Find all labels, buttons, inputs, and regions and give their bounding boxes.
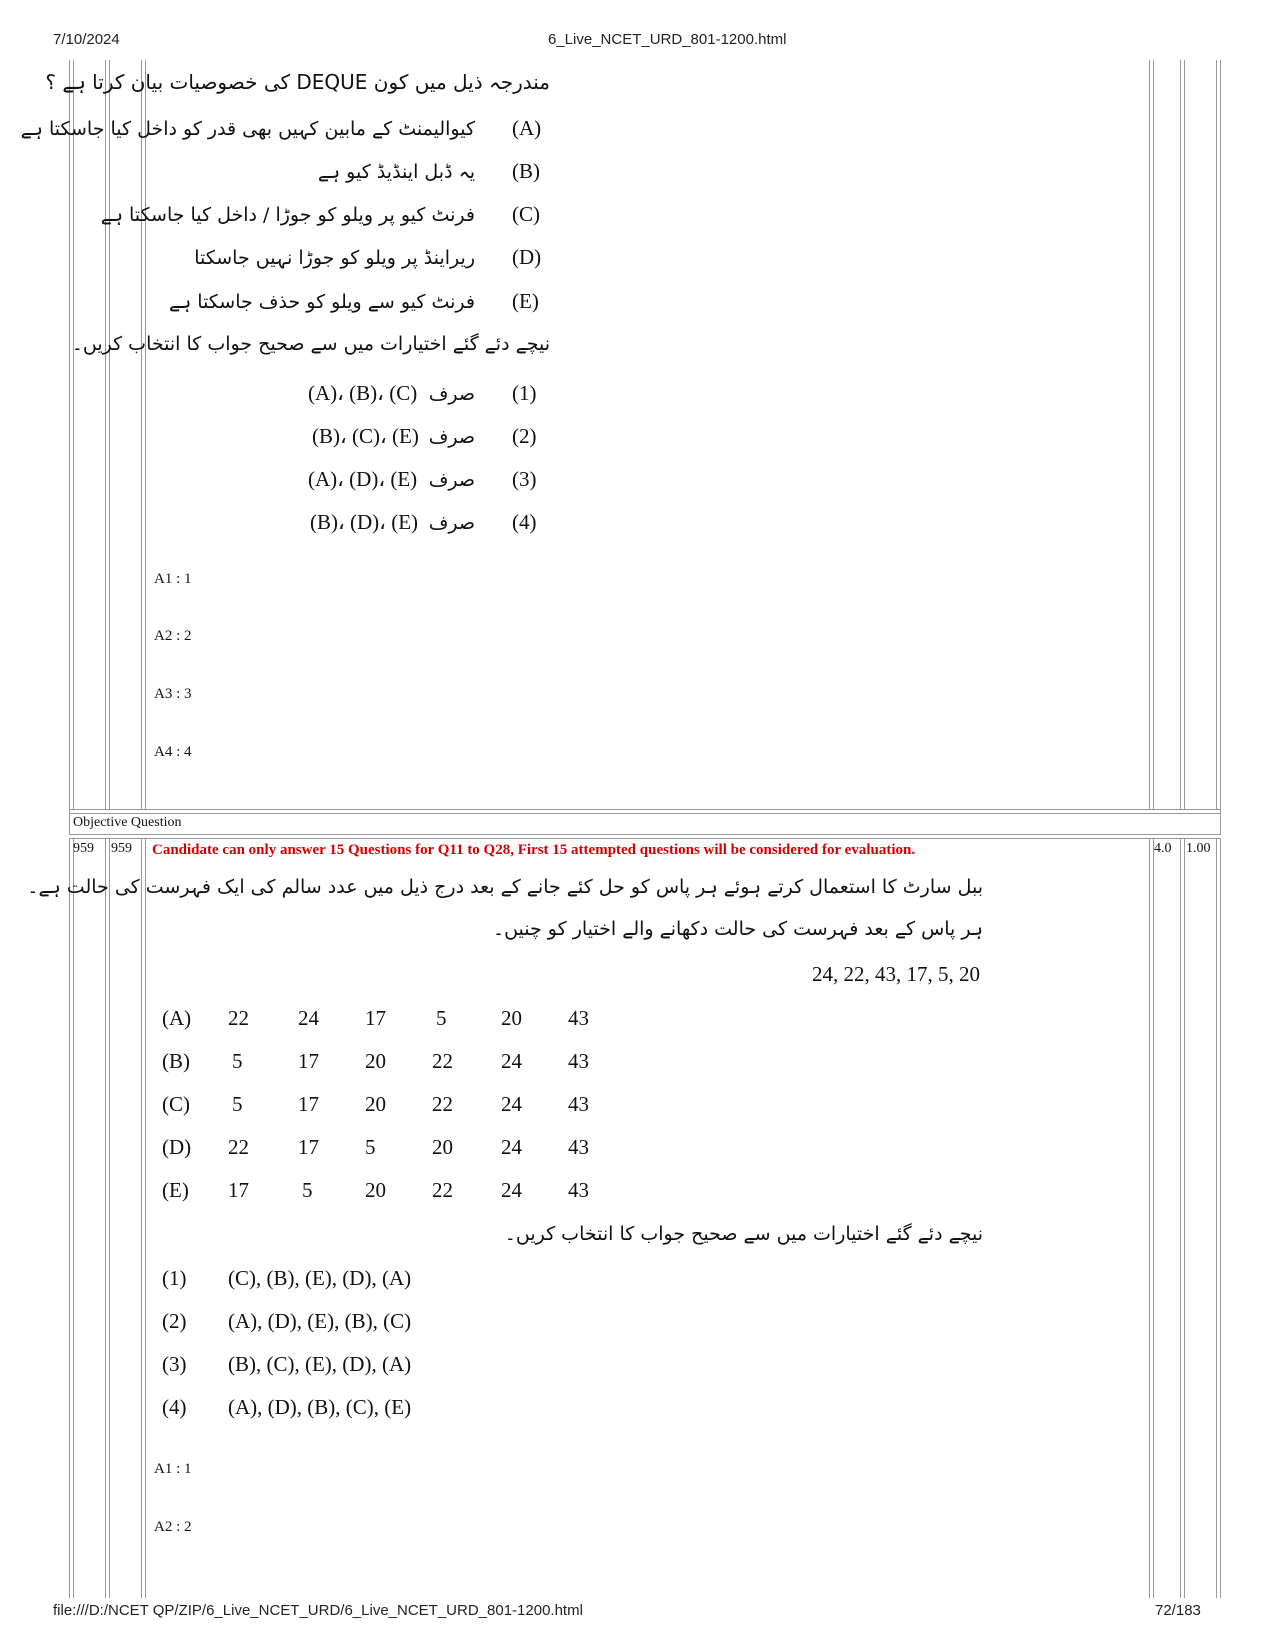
option-text: (B), (C), (E), (D), (A) [228, 1352, 412, 1376]
option-text: (A), (D), (B), (C), (E) [228, 1395, 412, 1419]
table-border [1184, 838, 1185, 1598]
row-value: 5 [436, 1006, 447, 1030]
row-label: (C) [162, 1092, 190, 1116]
evaluation-notice: Candidate can only answer 15 Questions for Q11 to Q28, First 15 attempted questions will be considered for evaluation. [152, 842, 916, 858]
table-border [73, 838, 74, 1598]
row-value: 24 [501, 1092, 522, 1116]
table-border [145, 838, 146, 1598]
serial-number: 959 [73, 841, 94, 856]
option-text: (A)، (D)، (E) [308, 467, 418, 491]
row-label: (A) [162, 1006, 192, 1030]
row-value: 5 [232, 1092, 243, 1116]
option-number: (2) [162, 1309, 187, 1333]
table-border [1149, 838, 1150, 1598]
table-border [69, 60, 70, 810]
table-border [1220, 809, 1221, 835]
option-word: صرف [428, 469, 475, 491]
table-border [1220, 838, 1221, 1598]
option-text: (B)، (D)، (E) [310, 510, 419, 534]
row-value: 43 [568, 1092, 589, 1116]
statement-label: (E) [512, 289, 539, 313]
table-border [1216, 60, 1217, 810]
table-border [105, 60, 106, 810]
row-divider [69, 838, 1221, 839]
row-value: 22 [228, 1006, 249, 1030]
row-value: 20 [365, 1092, 386, 1116]
table-border [1216, 838, 1217, 1598]
answer-option: A3 : 3 [154, 686, 192, 702]
table-border [1153, 838, 1154, 1598]
answer-option: A1 : 1 [154, 571, 192, 587]
row-value: 17 [298, 1092, 319, 1116]
answer-option: A1 : 1 [154, 1461, 192, 1477]
table-border [1220, 60, 1221, 810]
row-value: 20 [432, 1135, 453, 1159]
page-number: 72/183 [1155, 1602, 1201, 1619]
section-label: Objective Question [73, 815, 182, 830]
row-value: 17 [298, 1049, 319, 1073]
option-number: (1) [512, 381, 537, 405]
print-title: 6_Live_NCET_URD_801-1200.html [548, 31, 787, 48]
row-value: 43 [568, 1006, 589, 1030]
table-border [1180, 60, 1181, 810]
answer-option: A4 : 4 [154, 744, 192, 760]
option-number: (3) [512, 467, 537, 491]
row-divider [69, 813, 1221, 814]
table-border [1180, 838, 1181, 1598]
question-instruction: نیچے دئے گئے اختیارات میں سے صحیح جواب کا انتخاب کریں۔ [71, 333, 550, 355]
option-number: (1) [162, 1266, 187, 1290]
row-value: 17 [298, 1135, 319, 1159]
row-value: 24 [501, 1178, 522, 1202]
statement-text: ریراینڈ پر ویلو کو جوڑا نہیں جاسکتا [194, 247, 475, 269]
row-value: 5 [365, 1135, 376, 1159]
row-value: 20 [365, 1178, 386, 1202]
table-border [145, 60, 146, 810]
question-instruction: نیچے دئے گئے اختیارات میں سے صحیح جواب کا انتخاب کریں۔ [504, 1223, 983, 1245]
statement-label: (C) [512, 202, 540, 226]
table-border [109, 60, 110, 810]
row-divider [69, 834, 1221, 835]
option-number: (4) [512, 510, 537, 534]
row-value: 43 [568, 1135, 589, 1159]
table-border [73, 60, 74, 810]
marks: 4.0 [1154, 841, 1172, 856]
row-label: (E) [162, 1178, 189, 1202]
row-value: 22 [432, 1049, 453, 1073]
row-label: (D) [162, 1135, 192, 1159]
answer-option: A2 : 2 [154, 1519, 192, 1535]
table-border [141, 838, 142, 1598]
row-value: 22 [228, 1135, 249, 1159]
row-divider [69, 809, 1221, 810]
option-word: صرف [428, 426, 475, 448]
table-border [69, 809, 70, 835]
option-text: (A), (D), (E), (B), (C) [228, 1309, 412, 1333]
option-word: صرف [428, 383, 475, 405]
table-border [109, 838, 110, 1598]
statement-label: (B) [512, 159, 540, 183]
statement-text: فرنٹ کیو پر ویلو کو جوڑا / داخل کیا جاسکتا ہے [100, 204, 475, 226]
file-path: file:///D:/NCET QP/ZIP/6_Live_NCET_URD/6_Live_NCET_URD_801-1200.html [53, 1602, 583, 1619]
row-value: 17 [365, 1006, 386, 1030]
table-border [69, 838, 70, 1598]
option-word: صرف [428, 512, 475, 534]
row-value: 22 [432, 1178, 453, 1202]
option-text: (A)، (B)، (C) [308, 381, 418, 405]
number-list: 24, 22, 43, 17, 5, 20 [812, 962, 980, 986]
answer-option: A2 : 2 [154, 628, 192, 644]
option-text: (B)، (C)، (E) [312, 424, 419, 448]
statement-label: (A) [512, 116, 542, 140]
row-value: 5 [232, 1049, 243, 1073]
question-stem: مندرجہ ذیل میں کون DEQUE کی خصوصیات بیان کرتا ہے ؟ [45, 70, 550, 94]
statement-text: یہ ڈبل اینڈیڈ کیو ہے [317, 161, 475, 183]
row-value: 17 [228, 1178, 249, 1202]
row-value: 24 [501, 1135, 522, 1159]
table-border [141, 60, 142, 810]
table-border [1153, 60, 1154, 810]
question-id: 959 [111, 841, 132, 856]
row-label: (B) [162, 1049, 190, 1073]
statement-text: کیوالیمنٹ کے مابین کہیں بھی قدر کو داخل کیا جاسکتا ہے [20, 118, 475, 140]
row-value: 43 [568, 1178, 589, 1202]
row-value: 24 [501, 1049, 522, 1073]
table-border [105, 838, 106, 1598]
option-number: (4) [162, 1395, 187, 1419]
option-number: (3) [162, 1352, 187, 1376]
table-border [1149, 60, 1150, 810]
table-border [1184, 60, 1185, 810]
statement-label: (D) [512, 245, 542, 269]
row-value: 20 [365, 1049, 386, 1073]
row-value: 20 [501, 1006, 522, 1030]
row-value: 43 [568, 1049, 589, 1073]
row-value: 22 [432, 1092, 453, 1116]
question-stem-line2: ہر پاس کے بعد فہرست کی حالت دکھانے والے اختیار کو چنیں۔ [492, 918, 983, 940]
row-value: 24 [298, 1006, 319, 1030]
question-stem: ببل سارٹ کا استعمال کرتے ہوئے ہر پاس کو حل کئے جانے کے بعد درج ذیل میں عدد سالم کی ایک فہرست کی حالت ہے۔ [27, 876, 983, 898]
statement-text: فرنٹ کیو سے ویلو کو حذف جاسکتا ہے [168, 291, 475, 313]
option-number: (2) [512, 424, 537, 448]
negative-marks: 1.00 [1186, 841, 1211, 856]
print-date: 7/10/2024 [53, 31, 120, 48]
row-value: 5 [302, 1178, 313, 1202]
option-text: (C), (B), (E), (D), (A) [228, 1266, 412, 1290]
